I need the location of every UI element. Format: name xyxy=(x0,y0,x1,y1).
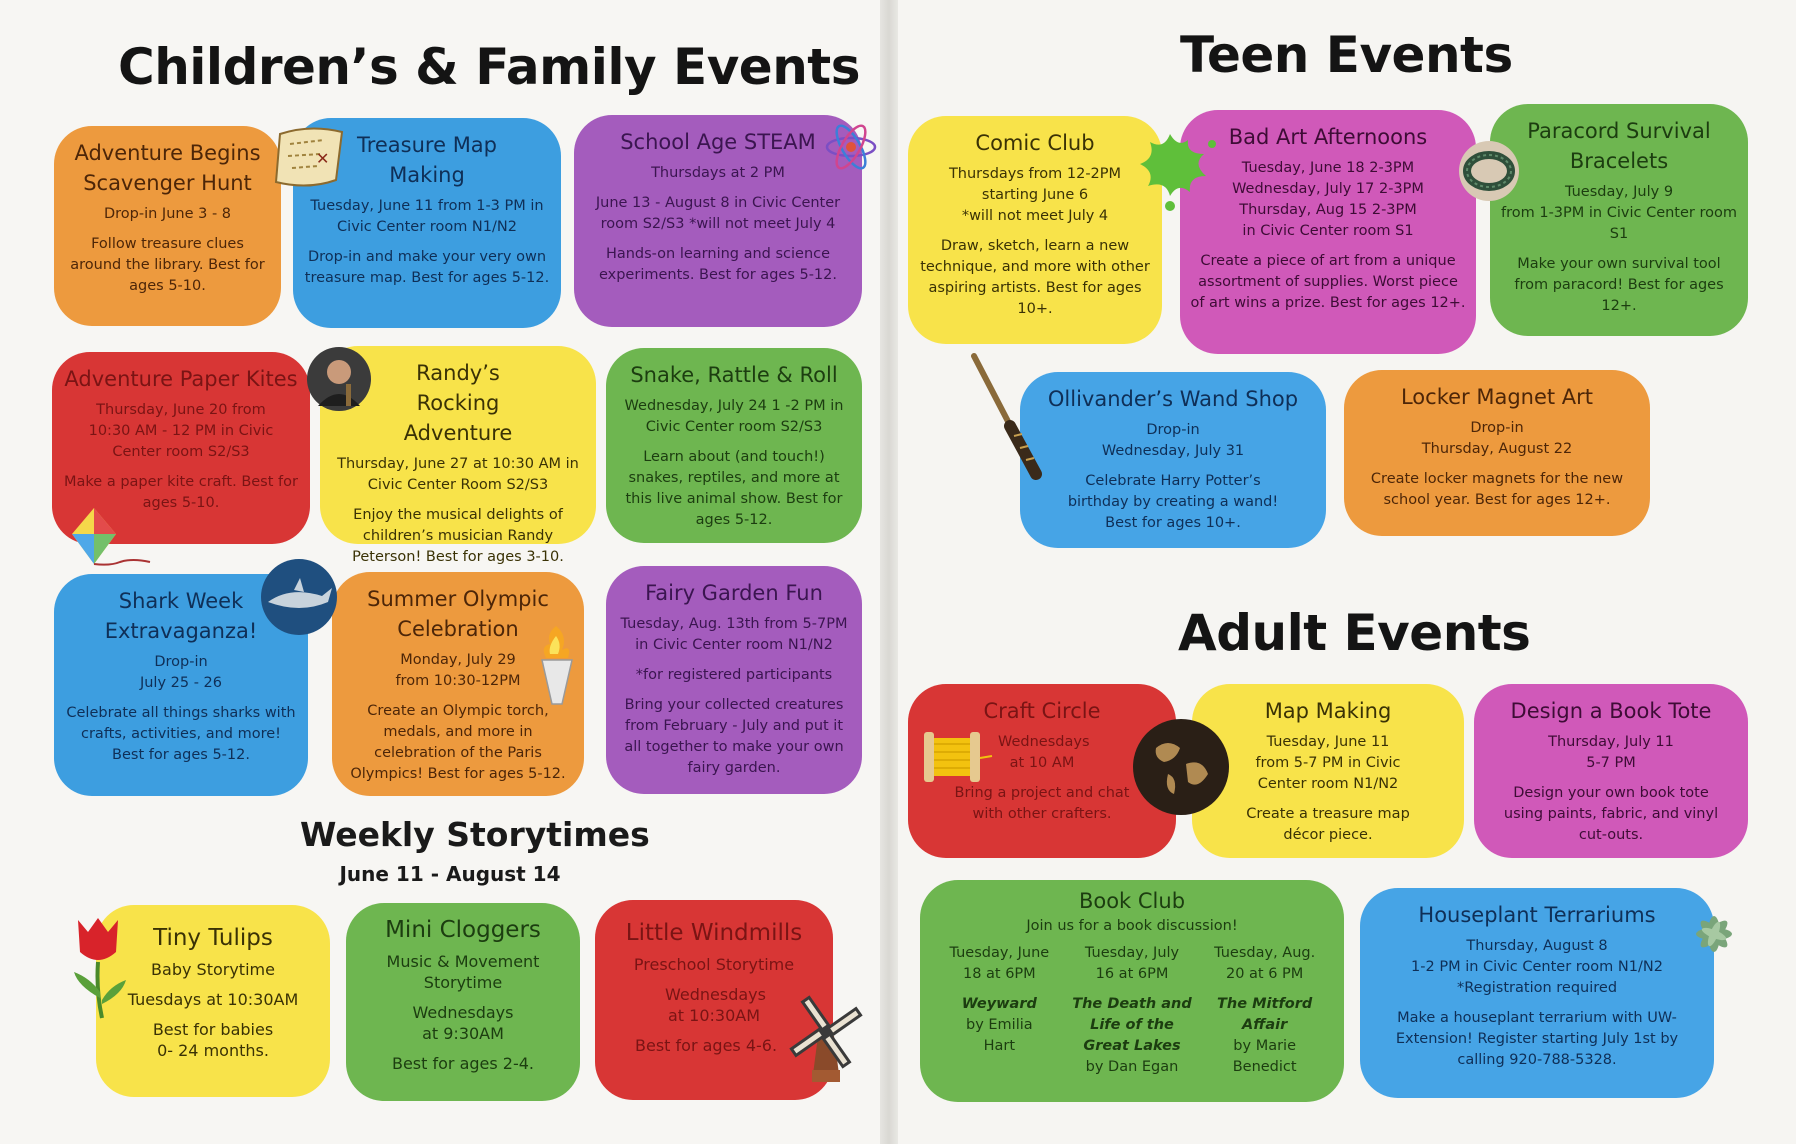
card-date: Tuesday, July 9 xyxy=(1564,184,1674,200)
card-subtitle: Preschool Storytime xyxy=(633,955,795,974)
adult-heading: Adult Events xyxy=(1178,604,1531,662)
card-date: Tuesday, Aug. 13th from 5-7PM in Civic Center room N1/N2 xyxy=(620,616,848,653)
book-meeting-july xyxy=(1067,943,1198,1078)
card-note: *Registration required xyxy=(1456,980,1618,996)
card-date: Drop-in xyxy=(1146,422,1200,438)
card-date: Thursday, August 8 xyxy=(1466,938,1608,954)
card-desc: Celebrate all things sharks with crafts, activities, and more! Best for ages 5-12. xyxy=(66,705,296,763)
card-book-tote xyxy=(1474,684,1748,858)
card-title: Shark Week Extravaganza! xyxy=(104,589,258,643)
kite-icon xyxy=(64,506,154,574)
book-meeting-august xyxy=(1199,943,1330,1078)
card-fairy-garden xyxy=(606,566,862,794)
meeting-author: by Dan Egan xyxy=(1085,1059,1179,1075)
card-note: *for registered participants xyxy=(635,667,833,683)
paracord-bracelet-photo xyxy=(1458,140,1520,202)
card-date: 5-7 PM xyxy=(1586,755,1636,771)
meeting-book: The Death and Life of the Great Lakes xyxy=(1072,996,1192,1054)
card-date: Thursday, June 20 from 10:30 AM - 12 PM in Civic Center room S2/S3 xyxy=(88,402,274,460)
card-date: from 10:30-12PM xyxy=(395,673,521,689)
card-mini-cloggers xyxy=(346,903,580,1101)
card-date: Thursday, June 27 at 10:30 AM in Civic Center Room S2/S3 xyxy=(337,456,579,493)
children-heading: Children’s & Family Events xyxy=(118,38,860,96)
card-desc: Make a paper kite craft. Best for ages 5-10. xyxy=(64,474,298,511)
card-title: Mini Cloggers xyxy=(385,917,541,943)
card-title: School Age STEAM xyxy=(620,130,816,154)
card-title: Treasure Map Making xyxy=(356,133,498,187)
card-title: Snake, Rattle & Roll xyxy=(630,363,838,387)
card-desc: Create a piece of art from a unique assortment of supplies. Worst piece of art wins a prize. Best for ages 12+. xyxy=(1190,253,1466,311)
card-date: Wednesday, July 17 2-3PM xyxy=(1232,181,1424,197)
card-desc: Design your own book tote using paints, fabric, and vinyl cut-outs. xyxy=(1503,785,1719,843)
atom-icon xyxy=(822,118,880,176)
card-comic-club xyxy=(908,116,1162,344)
book-club-meetings xyxy=(930,943,1334,1078)
card-desc: Enjoy the musical delights of children’s musician Randy Peterson! Best for ages 3-10. xyxy=(352,507,564,565)
card-title: Fairy Garden Fun xyxy=(645,581,823,605)
card-title: Locker Magnet Art xyxy=(1400,385,1594,409)
card-when: Wednesdays at 10:30AM xyxy=(665,985,766,1025)
card-subtitle: Baby Storytime xyxy=(151,960,275,979)
meeting-date: Tuesday, July 16 at 6PM xyxy=(1084,945,1180,982)
card-wand-shop xyxy=(1020,372,1326,548)
card-title: Ollivander’s Wand Shop xyxy=(1047,387,1299,411)
card-title: Design a Book Tote xyxy=(1510,699,1712,723)
card-title: Tiny Tulips xyxy=(153,925,273,951)
torch-icon xyxy=(534,622,580,706)
card-best: Best for babies 0- 24 months. xyxy=(152,1020,274,1060)
meeting-date: Tuesday, June 18 at 6PM xyxy=(949,945,1050,982)
card-title: Paracord Survival Bracelets xyxy=(1527,119,1711,173)
card-paracord xyxy=(1490,104,1748,336)
card-best: Best for ages 2-4. xyxy=(391,1054,535,1073)
windmill-icon xyxy=(790,986,872,1086)
card-date: 1-2 PM in Civic Center room N1/N2 xyxy=(1411,959,1663,975)
card-subtitle: Music & Movement Storytime xyxy=(386,952,540,992)
meeting-book: The Mitford Affair xyxy=(1217,996,1313,1033)
card-date: Thursdays at 2 PM xyxy=(651,165,785,181)
card-title: Craft Circle xyxy=(983,699,1101,723)
treasure-map-scroll-icon xyxy=(270,120,352,198)
card-desc: Bring your collected creatures from February - July and put it all together to make your own fairy garden. xyxy=(624,697,844,776)
meeting-author: by Marie Benedict xyxy=(1232,1038,1297,1075)
storytimes-heading: Weekly Storytimes xyxy=(300,815,650,854)
card-book-club xyxy=(920,880,1344,1102)
card-title: Adventure Paper Kites xyxy=(64,367,298,391)
card-desc: Create an Olympic torch, medals, and more in celebration of the Paris Olympics! Best for ages 5-12. xyxy=(350,703,566,782)
card-title: Little Windmills xyxy=(625,920,803,946)
card-desc: Draw, sketch, learn a new technique, and more with other aspiring artists. Best for ages 10+. xyxy=(920,238,1150,317)
card-desc: Create locker magnets for the new school year. Best for ages 12+. xyxy=(1370,471,1624,508)
meeting-date: Tuesday, Aug. 20 at 6 PM xyxy=(1214,945,1316,982)
card-bad-art xyxy=(1180,110,1476,354)
card-date: Tuesday, June 11 from 1-3 PM in Civic Center room N1/N2 xyxy=(310,198,544,235)
card-desc: Hands-on learning and science experiments. Best for ages 5-12. xyxy=(598,246,837,283)
card-date: Tuesday, June 18 2-3PM xyxy=(1241,160,1415,176)
book-meeting-june xyxy=(934,943,1065,1078)
card-date: Drop-in xyxy=(154,654,208,670)
card-date: Tuesday, June 11 from 5-7 PM in Civic Center room N1/N2 xyxy=(1255,734,1401,792)
page-spine xyxy=(880,0,898,1144)
card-desc: Bring a project and chat with other crafters. xyxy=(954,785,1130,822)
card-date: Thursday, Aug 15 2-3PM xyxy=(1239,202,1417,218)
card-desc: Celebrate Harry Potter’s birthday by creating a wand! Best for ages 10+. xyxy=(1067,473,1279,531)
card-title: Map Making xyxy=(1264,699,1392,723)
card-school-steam xyxy=(574,115,862,327)
globe-map-photo xyxy=(1132,718,1230,816)
card-scavenger-hunt xyxy=(54,126,281,326)
card-desc: Make a houseplant terrarium with UW-Extension! Register starting July 1st by calling 920-788-5328. xyxy=(1395,1010,1679,1068)
card-date: June 13 - August 8 in Civic Center room S2/S3 *will not meet July 4 xyxy=(595,195,841,232)
thread-spool-icon xyxy=(916,728,992,786)
svg-text:✕: ✕ xyxy=(316,149,330,168)
card-title: Comic Club xyxy=(975,131,1095,155)
card-date: Thursday, July 11 xyxy=(1548,734,1674,750)
teen-heading: Teen Events xyxy=(1180,26,1513,84)
paint-splat-icon xyxy=(1130,124,1220,214)
card-best: Best for ages 4-6. xyxy=(635,1036,778,1055)
card-date: Wednesdays at 10 AM xyxy=(998,734,1090,771)
card-map-making xyxy=(1192,684,1464,858)
card-houseplant-terrariums xyxy=(1360,888,1714,1098)
card-date: from 1-3PM in Civic Center room S1 xyxy=(1501,205,1737,242)
card-locker-magnet xyxy=(1344,370,1650,536)
storytimes-dates: June 11 - August 14 xyxy=(339,862,561,886)
card-date: Wednesday, July 24 1 -2 PM in Civic Center room S2/S3 xyxy=(624,398,844,435)
tulip-icon xyxy=(66,912,132,1020)
wand-icon xyxy=(970,352,1046,478)
card-date: in Civic Center room S1 xyxy=(1242,223,1414,239)
meeting-author: by Emilia Hart xyxy=(966,1017,1033,1054)
card-date: Monday, July 29 xyxy=(400,652,516,668)
card-note: *will not meet July 4 xyxy=(961,208,1109,224)
card-desc: Make your own survival tool from paracord! Best for ages 12+. xyxy=(1514,256,1724,314)
card-title: Summer Olympic Celebration xyxy=(367,587,549,641)
card-date: Thursday, August 22 xyxy=(1421,441,1573,457)
card-desc: Follow treasure clues around the library. Best for ages 5-10. xyxy=(70,236,265,294)
card-title: Houseplant Terrariums xyxy=(1418,903,1656,927)
houseplant-icon xyxy=(1676,896,1752,972)
card-date: Thursdays from 12-2PM starting June 6 xyxy=(948,166,1122,203)
card-desc: Create a treasure map décor piece. xyxy=(1246,806,1410,843)
card-date: Wednesday, July 31 xyxy=(1101,443,1245,459)
card-date: Drop-in June 3 - 8 xyxy=(103,206,232,222)
card-title: Bad Art Afternoons xyxy=(1228,125,1428,149)
card-title: Book Club xyxy=(1078,889,1186,913)
card-snake-rattle xyxy=(606,348,862,543)
musician-photo xyxy=(306,346,372,412)
card-title: Adventure Begins Scavenger Hunt xyxy=(74,141,261,195)
card-date: July 25 - 26 xyxy=(139,675,223,691)
card-title: Randy’s Rocking Adventure xyxy=(403,361,513,445)
card-desc: Drop-in and make your very own treasure map. Best for ages 5-12. xyxy=(304,249,550,286)
card-date: Drop-in xyxy=(1470,420,1524,436)
shark-photo xyxy=(260,558,338,636)
card-when: Wednesdays at 9:30AM xyxy=(412,1003,514,1043)
book-club-subtitle: Join us for a book discussion! xyxy=(1026,918,1238,934)
meeting-book: Weyward xyxy=(961,996,1037,1012)
card-desc: Learn about (and touch!) snakes, reptiles, and more at this live animal show. Best for ages 5-12. xyxy=(625,449,843,528)
card-when: Tuesdays at 10:30AM xyxy=(127,990,299,1009)
